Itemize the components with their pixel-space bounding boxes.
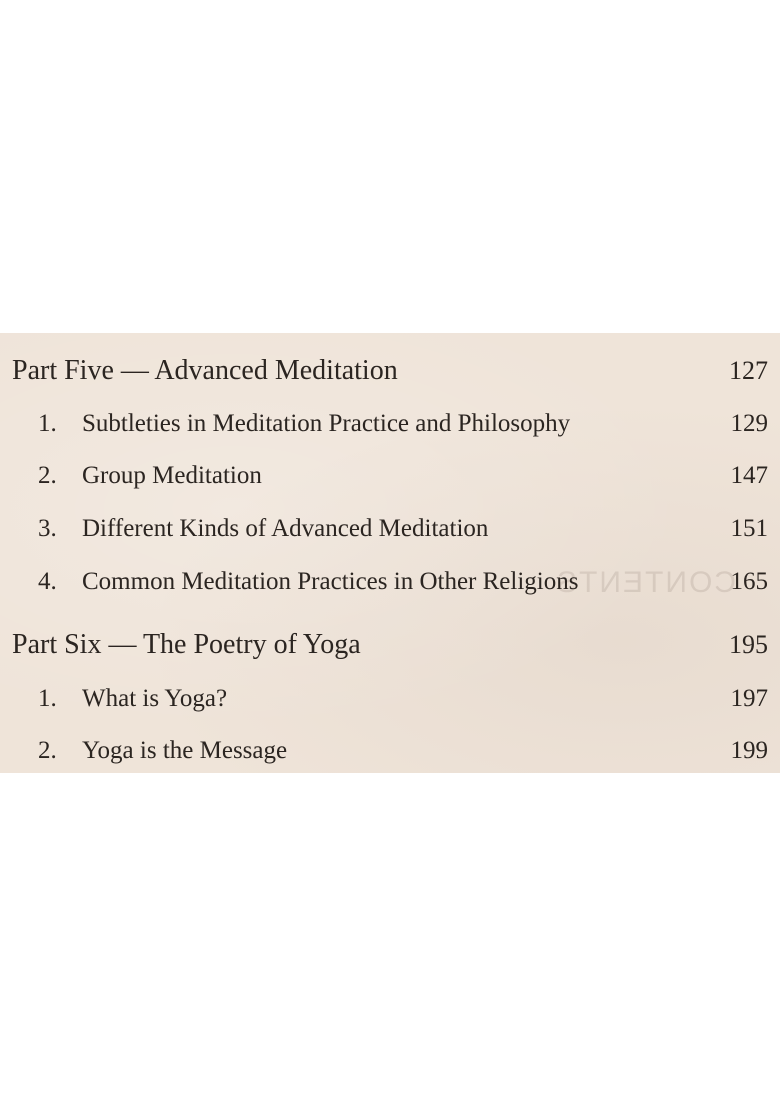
chapter-title: Common Meditation Practices in Other Religions <box>82 568 579 595</box>
chapter-page-number: 147 <box>730 462 768 489</box>
chapter-title: Different Kinds of Advanced Meditation <box>82 515 489 542</box>
chapter-page-number: 151 <box>730 515 768 542</box>
toc-chapter <box>0 562 780 602</box>
chapter-page-number: 165 <box>730 568 768 595</box>
toc-part-six <box>0 625 780 665</box>
chapter-page-number: 199 <box>730 737 768 764</box>
chapter-number: 2. <box>38 462 57 489</box>
chapter-title: What is Yoga? <box>82 685 228 712</box>
part-title: Part Five — Advanced Meditation <box>12 355 398 386</box>
toc-chapter <box>0 679 780 719</box>
chapter-number: 2. <box>38 737 57 764</box>
toc-chapter <box>0 731 780 771</box>
bleed-through-text: CONTENTS <box>555 566 736 599</box>
part-title: Part Six — The Poetry of Yoga <box>12 629 361 660</box>
chapter-title: Group Meditation <box>82 462 262 489</box>
chapter-number: 3. <box>38 515 57 542</box>
chapter-number: 4. <box>38 568 57 595</box>
book-page <box>0 333 780 773</box>
toc-chapter <box>0 456 780 496</box>
chapter-page-number: 197 <box>730 685 768 712</box>
chapter-number: 1. <box>38 410 57 437</box>
toc-chapter <box>0 509 780 549</box>
chapter-page-number: 129 <box>730 410 768 437</box>
toc-part-five <box>0 351 780 391</box>
chapter-number: 1. <box>38 685 57 712</box>
part-page-number: 127 <box>729 356 768 385</box>
toc-chapter <box>0 404 780 444</box>
chapter-title: Yoga is the Message <box>82 737 288 764</box>
part-page-number: 195 <box>729 630 768 659</box>
chapter-title: Subtleties in Meditation Practice and Philosophy <box>82 410 571 437</box>
